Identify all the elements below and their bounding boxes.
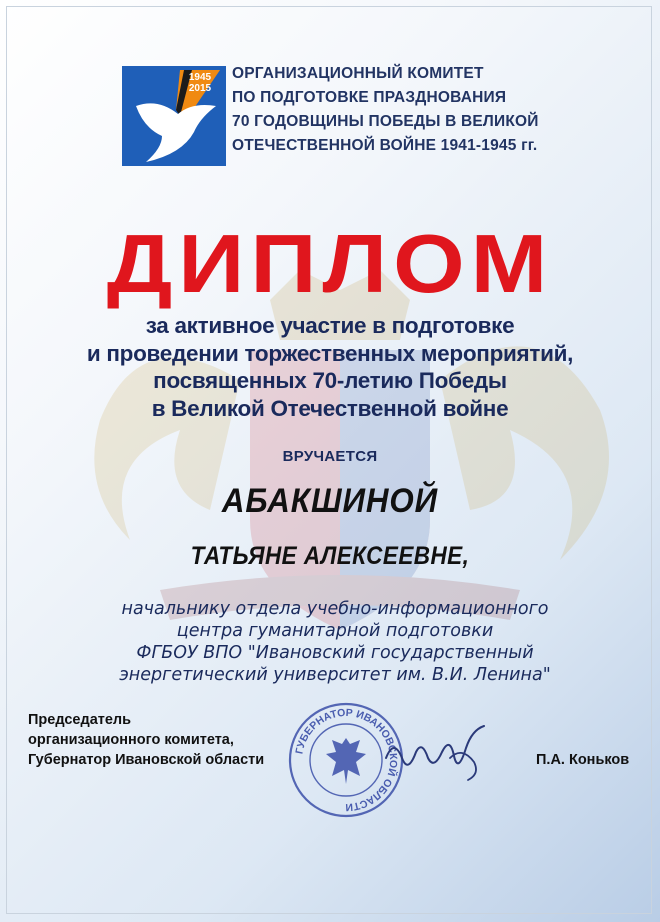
committee-heading bbox=[232, 62, 552, 158]
seal-text: ГУБЕРНАТОР ИВАНОВСКОЙ ОБЛАСТИ bbox=[293, 706, 400, 814]
recipient-first-names: ТАТЬЯНЕ АЛЕКСЕЕВНЕ, bbox=[190, 542, 470, 570]
diploma-title: ДИПЛОМ bbox=[106, 218, 554, 310]
committee-line: ОТЕЧЕСТВЕННОЙ ВОЙНЕ 1941-1945 гг. bbox=[232, 137, 538, 154]
logo-year-top: 1945 bbox=[188, 72, 212, 83]
chair-line: Губернатор Ивановской области bbox=[28, 752, 265, 768]
reason-line: за активное участие в подготовке bbox=[145, 313, 515, 338]
signature-mark bbox=[380, 718, 490, 788]
position-line: начальнику отдела учебно-информационного bbox=[121, 599, 549, 619]
recipient-surname: АБАКШИНОЙ bbox=[221, 482, 439, 520]
recipient-position bbox=[40, 598, 630, 686]
victory-logo bbox=[122, 66, 226, 166]
award-reason bbox=[40, 312, 620, 422]
logo-year-bottom: 2015 bbox=[188, 83, 212, 94]
chair-line: организационного комитета, bbox=[28, 732, 234, 748]
signer-name: П.А. Коньков bbox=[536, 752, 630, 768]
position-line: центра гуманитарной подготовки bbox=[176, 621, 494, 641]
reason-line: посвященных 70-летию Победы bbox=[153, 368, 507, 393]
position-line: энергетический университет им. В.И. Ленина" bbox=[119, 665, 551, 685]
double-headed-eagle-icon bbox=[326, 738, 366, 784]
committee-line: ПО ПОДГОТОВКЕ ПРАЗДНОВАНИЯ bbox=[232, 89, 507, 106]
reason-line: в Великой Отечественной войне bbox=[151, 395, 509, 421]
chair-line: Председатель bbox=[28, 712, 132, 728]
committee-line: 70 ГОДОВЩИНЫ ПОБЕДЫ В ВЕЛИКОЙ bbox=[232, 113, 539, 130]
chair-title bbox=[28, 710, 264, 770]
committee-line: ОРГАНИЗАЦИОННЫЙ КОМИТЕТ bbox=[232, 65, 484, 82]
awarded-label: ВРУЧАЕТСЯ bbox=[282, 448, 378, 465]
reason-line: и проведении торжественных мероприятий, bbox=[86, 340, 574, 366]
position-line: ФГБОУ ВПО "Ивановский государственный bbox=[136, 643, 534, 663]
